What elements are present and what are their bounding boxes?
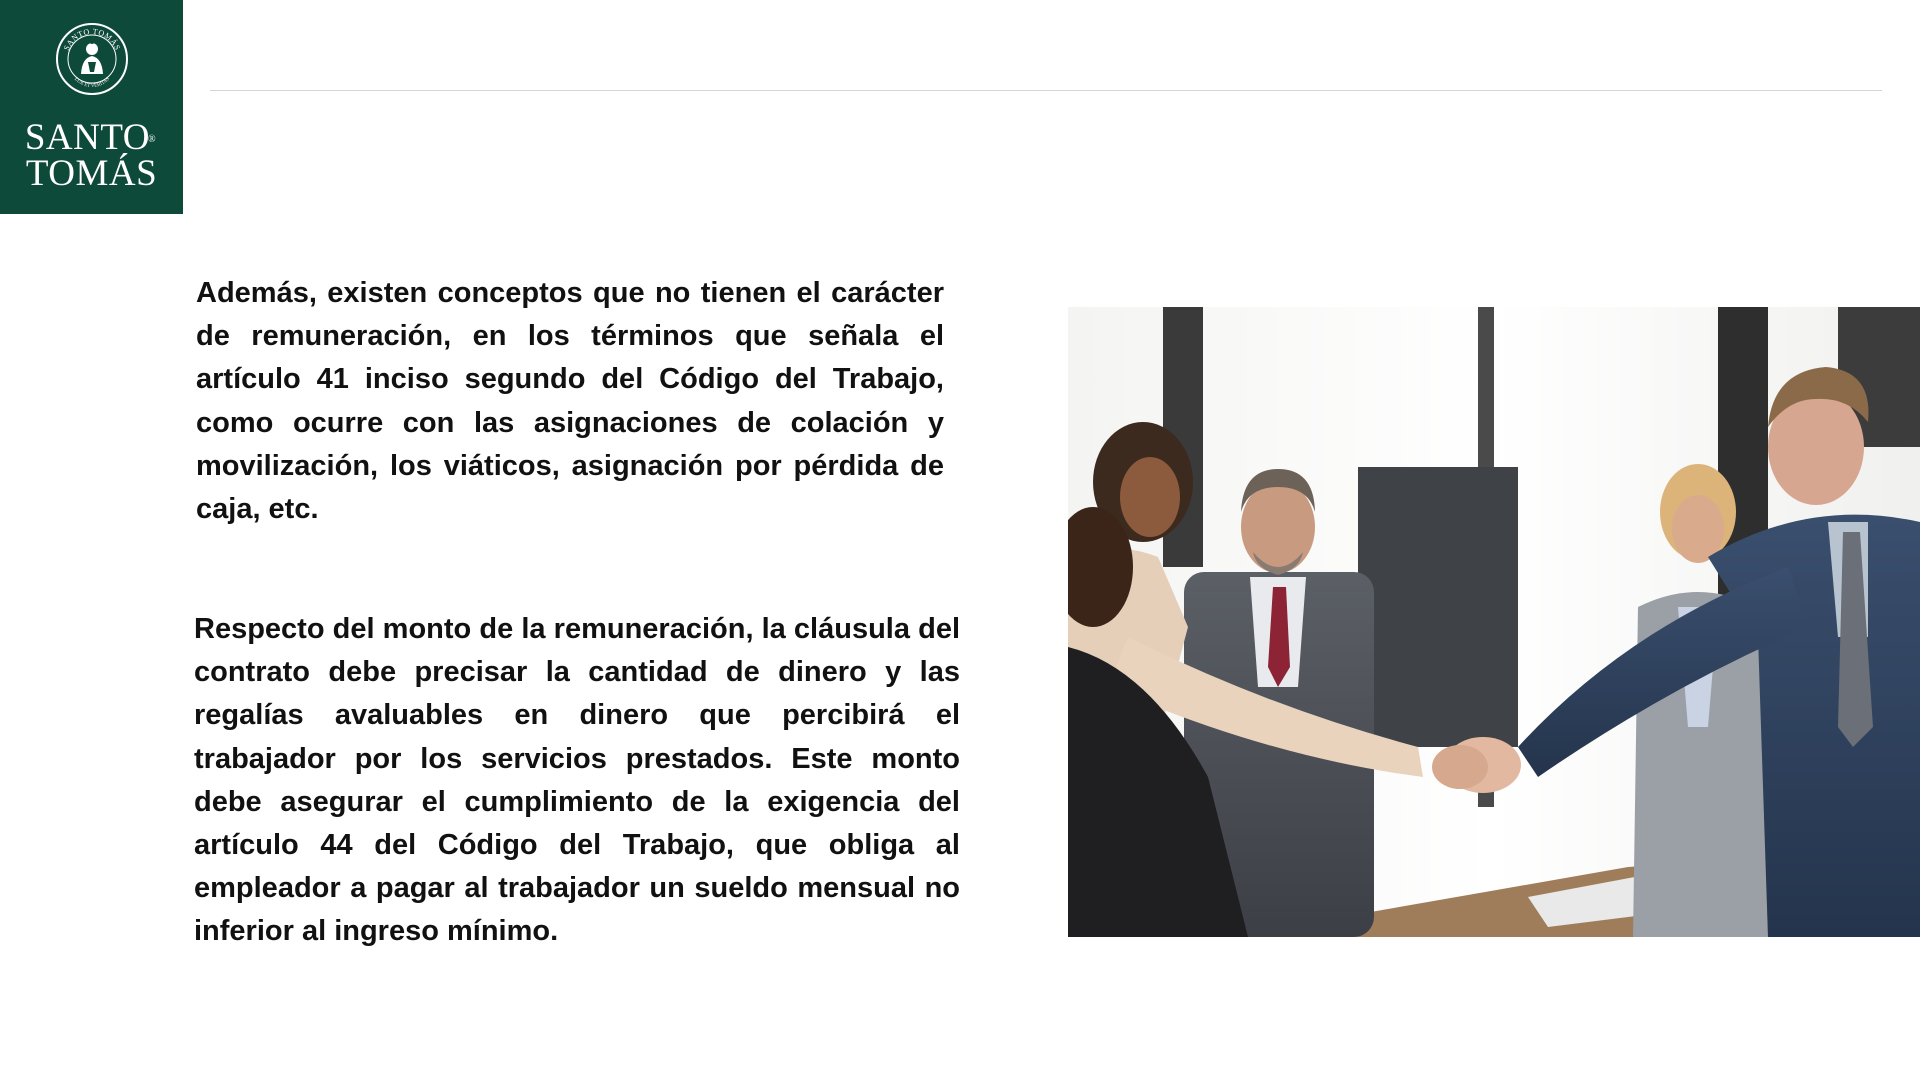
- seal-bottom-text: LUX ET VERITAS: [73, 76, 111, 90]
- paragraph-non-remuneration-concepts: Además, existen conceptos que no tienen el carácter de remuneración, en los términos que señala el artículo 41 inciso segundo del Código del Trabajo, como ocurre con las asignaciones de colación y movilización, los viáticos, asignación por pérdida de caja, etc.: [196, 277, 944, 526]
- paragraph-remuneration-amount: Respecto del monto de la remuneración, la cláusula del contrato debe precisar la cantidad de dinero y las regalías avaluables en dinero que percibirá el trabajador por los servicios prestados. Este monto debe asegurar el cumplimiento de la exigencia del artículo 44 del Código del Trabajo, que obliga al empleador a pagar al trabajador un sueldo mensual no inferior al ingreso mínimo.: [194, 613, 960, 948]
- santo-tomas-logo: [0, 0, 183, 214]
- logo-line-2: TOMÁS: [25, 153, 158, 194]
- handshake-photo: [1068, 307, 1920, 937]
- logo-wordmark: [0, 117, 183, 194]
- header-divider: [210, 90, 1882, 91]
- business-handshake-photo-icon: [1068, 307, 1920, 937]
- logo-line-1: SANTO: [24, 117, 151, 158]
- seal-icon: [55, 22, 129, 96]
- registered-mark: ®: [148, 134, 157, 145]
- seal-top-text: SANTO TOMÁS: [61, 26, 123, 52]
